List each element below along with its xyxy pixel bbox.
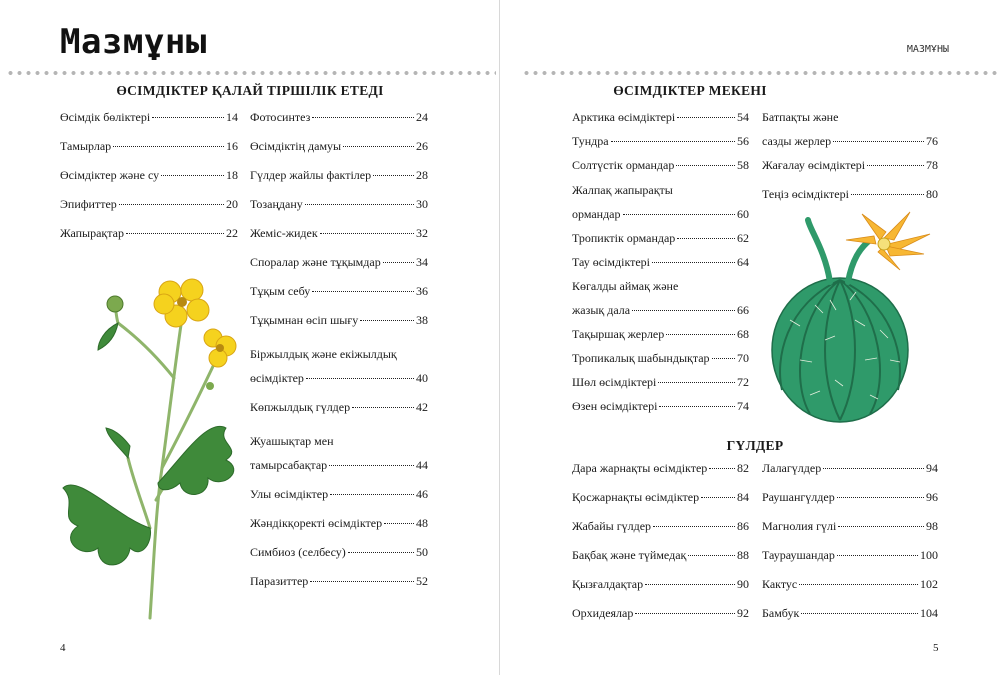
toc-entry-page: 20 [226, 197, 238, 211]
toc-entry[interactable] [250, 487, 428, 501]
toc-entry-page: 56 [737, 134, 749, 148]
toc-entry-label: Бақбақ және түймедақ [572, 548, 687, 562]
toc-entry-page: 52 [416, 574, 428, 588]
toc-entry-page: 50 [416, 545, 428, 559]
dot-leader [635, 613, 735, 614]
dot-leader [709, 468, 735, 469]
toc-entry-label: Өсімдіктің дамуы [250, 139, 342, 153]
toc-entry[interactable] [762, 187, 938, 201]
toc-entry[interactable] [250, 400, 428, 414]
dot-leader [666, 334, 735, 335]
toc-entry[interactable] [250, 574, 428, 588]
toc-entry[interactable] [572, 303, 749, 317]
toc-entry-label: Жеміс-жидек [250, 226, 318, 240]
toc-entry-page: 82 [737, 461, 749, 475]
dot-leader [837, 497, 924, 498]
toc-entry-page: 102 [920, 577, 938, 591]
dot-leader [677, 117, 735, 118]
toc-entry-label: Жағалау өсімдіктері [762, 158, 866, 172]
toc-entry-page: 30 [416, 197, 428, 211]
toc-entry-label: Орхидеялар [572, 606, 634, 620]
toc-entry-page: 58 [737, 158, 749, 172]
dot-leader [343, 146, 414, 147]
dot-leader [688, 555, 735, 556]
dotted-divider [6, 70, 496, 76]
toc-entry[interactable] [250, 458, 428, 472]
dot-leader [310, 581, 414, 582]
toc-entry-page: 100 [920, 548, 938, 562]
toc-entry-page: 38 [416, 313, 428, 327]
dot-leader [113, 146, 224, 147]
toc-entry-page: 104 [920, 606, 938, 620]
toc-entry-label: Өсімдіктер және су [60, 168, 160, 182]
toc-entry[interactable] [572, 231, 749, 245]
dot-leader [833, 141, 924, 142]
toc-entry-page: 26 [416, 139, 428, 153]
toc-entry-line: Жуашықтар мен [250, 434, 334, 448]
toc-entry-label: Арктика өсімдіктері [572, 110, 676, 124]
toc-entry[interactable] [762, 577, 938, 591]
toc-entry-page: 98 [926, 519, 938, 533]
toc-entry-label: Тропиктік ормандар [572, 231, 676, 245]
dot-leader [799, 584, 918, 585]
toc-entry-page: 42 [416, 400, 428, 414]
dot-leader [330, 494, 414, 495]
toc-entry-label: Жапырақтар [60, 226, 124, 240]
dot-leader [352, 407, 414, 408]
toc-entry-page: 32 [416, 226, 428, 240]
toc-entry-page: 14 [226, 110, 238, 124]
toc-entry-page: 84 [737, 490, 749, 504]
dot-leader [658, 382, 735, 383]
dot-leader [801, 613, 918, 614]
section-heading-habitats: ӨСІМДІКТЕР МЕКЕНІ [613, 83, 767, 98]
toc-entry[interactable] [762, 461, 938, 475]
toc-entry[interactable] [572, 490, 749, 504]
toc-entry[interactable] [60, 110, 238, 124]
toc-entry[interactable] [572, 519, 749, 533]
toc-entry-page: 74 [737, 399, 749, 413]
toc-entry-label: Көпжылдық гүлдер [250, 400, 351, 414]
toc-entry-label: Тозаңдану [250, 197, 303, 211]
toc-entry-label: ормандар [572, 207, 621, 221]
toc-entry-label: Өзен өсімдіктері [572, 399, 658, 413]
toc-entry-page: 66 [737, 303, 749, 317]
toc-entry[interactable] [250, 139, 428, 153]
toc-entry[interactable] [572, 255, 749, 269]
dot-leader [867, 165, 924, 166]
toc-entry[interactable] [572, 158, 749, 172]
toc-entry-label: Тақыршақ жерлер [572, 327, 665, 341]
toc-entry[interactable] [60, 168, 238, 182]
toc-entry-line: Жалпақ жапырақты [572, 183, 673, 197]
toc-entry[interactable] [572, 351, 749, 365]
dot-leader [383, 262, 414, 263]
toc-entry-label: Жәндікқоректі өсімдіктер [250, 516, 383, 530]
toc-entry-page: 62 [737, 231, 749, 245]
toc-entry-page: 64 [737, 255, 749, 269]
toc-entry-label: Тропикалық шабындықтар [572, 351, 710, 365]
toc-entry-label: Улы өсімдіктер [250, 487, 329, 501]
toc-entry-page: 68 [737, 327, 749, 341]
toc-entry[interactable] [572, 577, 749, 591]
toc-entry-label: Тұқым себу [250, 284, 311, 298]
toc-entry-page: 36 [416, 284, 428, 298]
toc-entry-page: 28 [416, 168, 428, 182]
toc-entry-label: Эпифиттер [60, 197, 117, 211]
toc-entry[interactable] [572, 327, 749, 341]
toc-entry-label: Раушангүлдер [762, 490, 835, 504]
toc-entry-label: Таураушандар [762, 548, 835, 562]
toc-entry-page: 80 [926, 187, 938, 201]
toc-entry-label: Солтүстік ормандар [572, 158, 675, 172]
toc-entry-page: 48 [416, 516, 428, 530]
toc-entry-label: Паразиттер [250, 574, 309, 588]
dot-leader [632, 310, 735, 311]
toc-entry-line: Көгалды аймақ және [572, 279, 679, 293]
dot-leader [119, 204, 224, 205]
toc-entry-label: Қосжарнақты өсімдіктер [572, 490, 700, 504]
toc-entry-page: 24 [416, 110, 428, 124]
toc-entry[interactable] [250, 226, 428, 240]
toc-entry-page: 90 [737, 577, 749, 591]
toc-entry[interactable] [572, 461, 749, 475]
toc-entry-page: 22 [226, 226, 238, 240]
dot-leader [645, 584, 735, 585]
toc-entry-label: Лалагүлдер [762, 461, 822, 475]
toc-entry-page: 34 [416, 255, 428, 269]
toc-entry-label: Жабайы гүлдер [572, 519, 652, 533]
page-number: 4 [60, 642, 66, 654]
toc-entry-label: Шөл өсімдіктері [572, 375, 657, 389]
dotted-divider [522, 70, 998, 76]
toc-entry[interactable] [762, 490, 938, 504]
toc-entry[interactable] [572, 110, 749, 124]
toc-entry-page: 60 [737, 207, 749, 221]
toc-entry[interactable] [250, 313, 428, 327]
toc-entry-label: Дара жарнақты өсімдіктер [572, 461, 708, 475]
dot-leader [611, 141, 735, 142]
toc-entry[interactable] [572, 548, 749, 562]
toc-entry[interactable] [572, 375, 749, 389]
toc-entry-label: Тамырлар [60, 139, 112, 153]
toc-entry-label: Гүлдер жайлы фактілер [250, 168, 372, 182]
toc-entry-page: 72 [737, 375, 749, 389]
dot-leader [305, 204, 414, 205]
toc-entry-label: Фотосинтез [250, 110, 311, 124]
toc-entry-label: Тұқымнан өсіп шығу [250, 313, 359, 327]
dot-leader [373, 175, 414, 176]
toc-entry-page: 70 [737, 351, 749, 365]
dot-leader [652, 262, 735, 263]
dot-leader [659, 406, 735, 407]
toc-entry-page: 16 [226, 139, 238, 153]
dot-leader [161, 175, 224, 176]
toc-entry[interactable] [250, 371, 428, 385]
dot-leader [126, 233, 224, 234]
toc-entry[interactable] [572, 207, 749, 221]
dot-leader [623, 214, 735, 215]
toc-entry-page: 46 [416, 487, 428, 501]
toc-entry[interactable] [572, 606, 749, 620]
dot-leader [306, 378, 414, 379]
toc-entry-label: Симбиоз (селбесу) [250, 545, 346, 559]
toc-entry-label: Тау өсімдіктері [572, 255, 651, 269]
toc-entry-label: сазды жерлер [762, 134, 832, 148]
toc-entry-page: 78 [926, 158, 938, 172]
buttercup-illustration [58, 278, 248, 620]
toc-entry-line: Батпақты және [762, 110, 839, 124]
toc-entry[interactable] [250, 284, 428, 298]
toc-entry-label: Кактус [762, 577, 798, 591]
toc-entry[interactable] [250, 168, 428, 182]
toc-entry[interactable] [250, 516, 428, 530]
dot-leader [837, 555, 918, 556]
toc-entry-page: 76 [926, 134, 938, 148]
toc-entry[interactable] [250, 545, 428, 559]
dot-leader [312, 117, 414, 118]
toc-entry-label: жазық дала [572, 303, 631, 317]
dot-leader [677, 238, 735, 239]
toc-entry-label: Бамбук [762, 606, 800, 620]
toc-entry[interactable] [250, 197, 428, 211]
page-title: Мазмұны [60, 22, 207, 62]
section-heading-flowers: ГҮЛДЕР [726, 438, 784, 453]
right-page [500, 0, 999, 675]
toc-entry[interactable] [60, 139, 238, 153]
toc-entry[interactable] [250, 110, 428, 124]
toc-entry[interactable] [762, 519, 938, 533]
dot-leader [653, 526, 735, 527]
toc-entry-label: тамырсабақтар [250, 458, 328, 472]
toc-entry[interactable] [60, 197, 238, 211]
dot-leader [676, 165, 735, 166]
section-heading-how-plants-live: ӨСІМДІКТЕР ҚАЛАЙ ТІРШІЛІК ЕТЕДІ [116, 83, 384, 98]
toc-entry[interactable] [572, 399, 749, 413]
toc-entry[interactable] [762, 134, 938, 148]
toc-entry-page: 44 [416, 458, 428, 472]
dot-leader [823, 468, 924, 469]
toc-entry[interactable] [250, 255, 428, 269]
toc-entry[interactable] [762, 158, 938, 172]
toc-entry-page: 54 [737, 110, 749, 124]
toc-entry[interactable] [762, 548, 938, 562]
toc-entry[interactable] [60, 226, 238, 240]
dot-leader [320, 233, 414, 234]
toc-entry-label: өсімдіктер [250, 371, 304, 385]
toc-entry-label: Қызғалдақтар [572, 577, 644, 591]
toc-entry-page: 92 [737, 606, 749, 620]
toc-entry-label: Споралар және тұқымдар [250, 255, 381, 269]
toc-entry-label: Өсімдік бөліктері [60, 110, 151, 124]
dot-leader [384, 523, 414, 524]
toc-entry-page: 94 [926, 461, 938, 475]
dot-leader [701, 497, 735, 498]
dot-leader [851, 194, 924, 195]
toc-entry-label: Теңіз өсімдіктері [762, 187, 849, 201]
dot-leader [152, 117, 224, 118]
toc-entry-page: 40 [416, 371, 428, 385]
toc-entry[interactable] [572, 134, 749, 148]
toc-entry-label: Тундра [572, 134, 609, 148]
toc-entry-page: 86 [737, 519, 749, 533]
dot-leader [712, 358, 735, 359]
dot-leader [348, 552, 414, 553]
cactus-illustration [770, 210, 942, 426]
toc-entry-page: 96 [926, 490, 938, 504]
dot-leader [360, 320, 414, 321]
toc-entry-page: 88 [737, 548, 749, 562]
toc-entry[interactable] [762, 606, 938, 620]
toc-entry-page: 18 [226, 168, 238, 182]
dot-leader [329, 465, 414, 466]
dot-leader [838, 526, 924, 527]
running-head: МАЗМҰНЫ [906, 44, 949, 55]
toc-entry-label: Магнолия гүлі [762, 519, 837, 533]
toc-entry-line: Біржылдық және екіжылдық [250, 347, 397, 361]
page-number: 5 [933, 642, 939, 654]
dot-leader [312, 291, 414, 292]
